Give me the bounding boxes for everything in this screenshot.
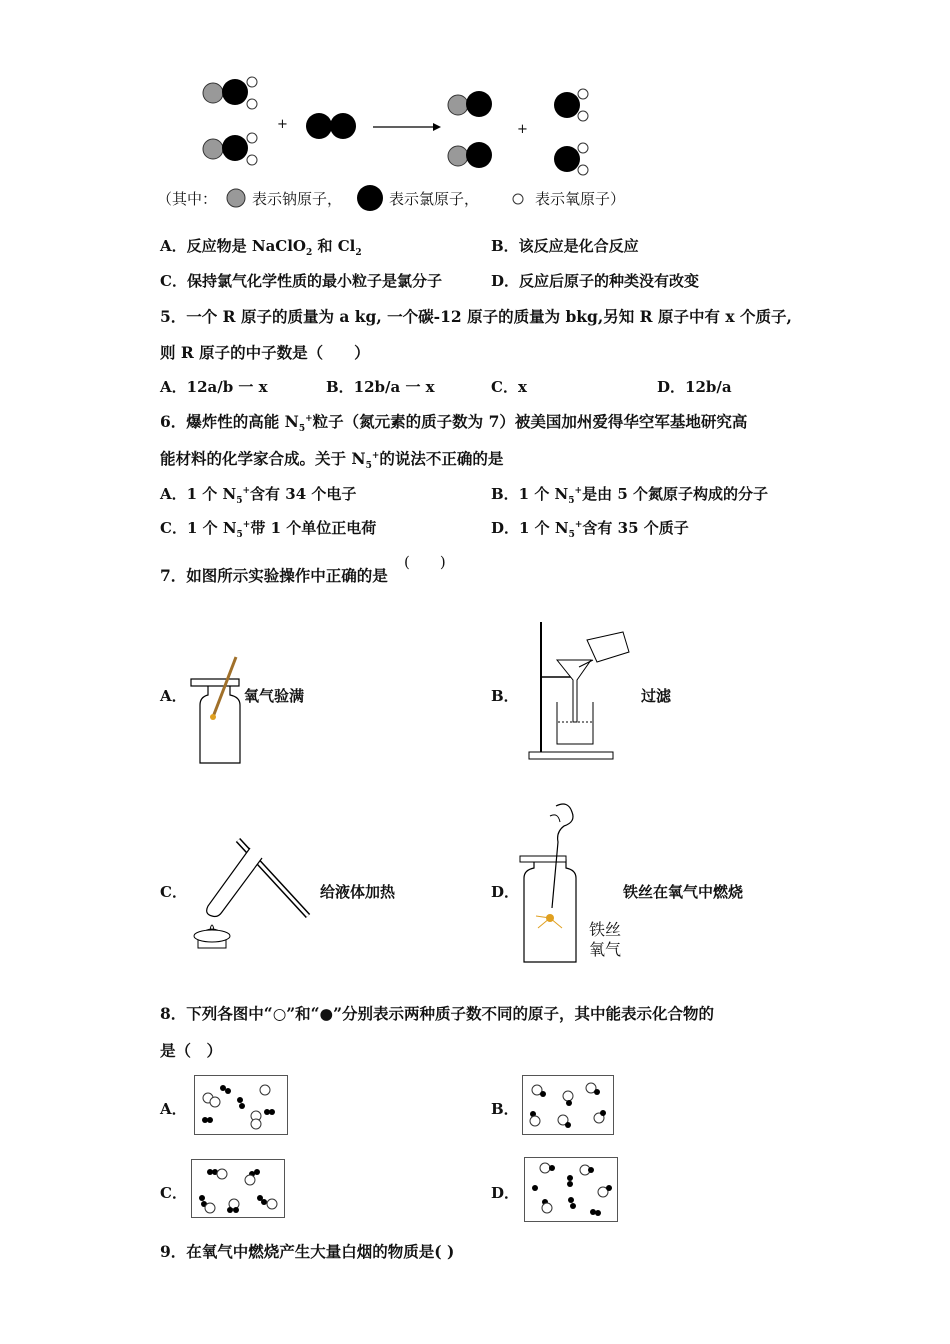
q7-c-label: 给液体加热 — [320, 883, 396, 901]
plus-sign: + — [277, 117, 288, 132]
q6-option-a: A．1 个 $N_5^+$含有 34 个电子 — [160, 485, 357, 506]
oxygen-atom-icon — [511, 192, 525, 206]
legend-sodium: 表示钠原子， — [252, 190, 343, 208]
naclo-molecule — [203, 133, 257, 165]
q5-stem-line2: 则 R 原子的中子数是（ ） — [160, 343, 370, 362]
cl2-molecule — [306, 113, 356, 139]
legend-open: （其中： — [157, 190, 218, 208]
oxygen-test-diagram — [190, 655, 250, 770]
particle-box-b — [522, 1075, 614, 1135]
sodium-atom-icon — [226, 188, 246, 208]
q5-option-c: C．x — [491, 378, 527, 396]
iron-wire-combustion-diagram — [520, 798, 590, 968]
q7-option-c: C． — [160, 883, 187, 901]
q6-option-b: B．1 个 $N_5^+$是由 5 个氮原子构成的分子 — [491, 485, 768, 506]
reaction-arrow — [373, 123, 441, 131]
naclo-molecule — [203, 77, 257, 109]
reaction-diagram — [195, 75, 615, 185]
q6-stem-line1: 6．爆炸性的高能 $N_5^+$粒子（氮元素的质子数为 7）被美国加州爱得华空军基地研究高 — [160, 412, 748, 435]
q5-stem-line1: 5．一个 R 原子的质量为 a kg, 一个碳-12 原子的质量为 bkg,另知 R 原子中有 x 个质子, — [160, 307, 792, 326]
legend-oxygen: 表示氧原子） — [535, 190, 626, 208]
q6-option-c: C．1 个 $N_5^+$带 1 个单位正电荷 — [160, 519, 377, 540]
q4-option-a: A．反应物是 NaClO$_2$ 和 $Cl_2$ — [160, 237, 362, 258]
q4-option-b: B．该反应是化合反应 — [491, 237, 639, 255]
q9-stem: 9．在氧气中燃烧产生大量白烟的物质是( ) — [160, 1242, 455, 1261]
q7-d-annot-iron: 铁丝 — [589, 920, 622, 939]
q7-option-a: A． — [160, 687, 187, 705]
particle-box-a — [194, 1075, 288, 1135]
q7-d-label: 铁丝在氧气中燃烧 — [623, 883, 744, 901]
clo2-molecule — [554, 89, 588, 121]
q7-a-label: 氧气验满 — [244, 687, 305, 705]
clo2-molecule — [554, 143, 588, 175]
q8-option-c: C． — [160, 1184, 187, 1202]
q5-option-a: A．12a/b 一 x — [160, 378, 268, 396]
q4-option-d: D．反应后原子的种类没有改变 — [491, 272, 700, 290]
q7-option-d: D． — [491, 883, 520, 901]
q7-stem: 7．如图所示实验操作中正确的是 — [160, 566, 388, 585]
q5-option-d: D．12b/a — [657, 378, 732, 396]
nacl-molecule — [448, 91, 492, 117]
q7-answer-paren: ( ) — [404, 553, 446, 571]
nacl-molecule — [448, 142, 492, 168]
particle-box-c — [191, 1159, 285, 1218]
legend-chlorine: 表示氯原子， — [389, 190, 480, 208]
q8-stem-line2: 是（ ） — [160, 1041, 223, 1060]
q8-stem-line1: 8．下列各图中“○”和“●”分别表示两种质子数不同的原子，其中能表示化合物的 — [160, 1004, 714, 1023]
chlorine-atom-icon — [357, 185, 383, 211]
filtration-diagram — [527, 612, 637, 762]
q8-option-d: D． — [491, 1184, 520, 1202]
q7-b-label: 过滤 — [641, 687, 672, 705]
plus-sign: + — [517, 122, 528, 137]
q7-d-annot-oxygen: 氧气 — [589, 940, 622, 959]
q6-option-d: D．1 个 $N_5^+$含有 35 个质子 — [491, 519, 689, 540]
q8-option-a: A． — [160, 1100, 187, 1118]
liquid-heating-diagram — [188, 832, 313, 957]
particle-box-d — [524, 1157, 618, 1222]
q8-option-b: B． — [491, 1100, 519, 1118]
q4-option-c: C．保持氯气化学性质的最小粒子是氯分子 — [160, 272, 442, 290]
q7-option-b: B． — [491, 687, 519, 705]
q6-stem-line2: 能材料的化学家合成。关于 $N_5^+$的说法不正确的是 — [160, 449, 504, 472]
q5-option-b: B．12b/a 一 x — [326, 378, 435, 396]
